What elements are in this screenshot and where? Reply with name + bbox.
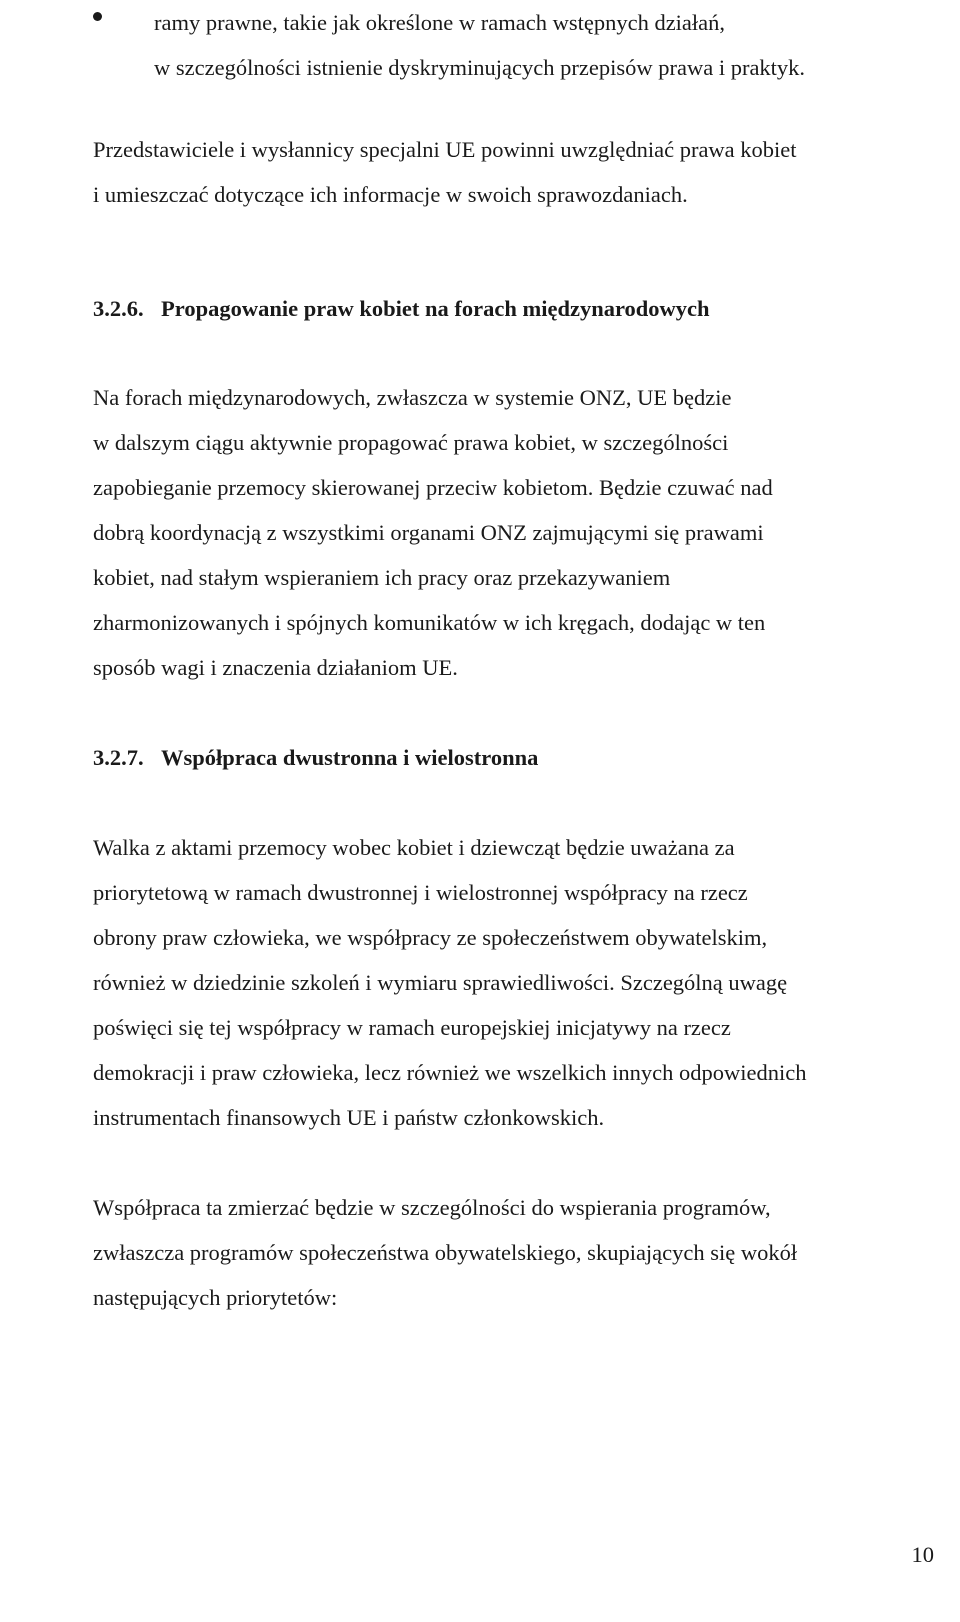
paragraph-line: w dalszym ciągu aktywnie propagować prawa kobiet, w szczególności (93, 430, 729, 455)
paragraph-line: priorytetową w ramach dwustronnej i wielostronnej współpracy na rzecz (93, 880, 748, 905)
paragraph-line: demokracji i praw człowieka, lecz również we wszelkich innych odpowiednich (93, 1060, 807, 1085)
paragraph-line: dobrą koordynacją z wszystkimi organami ONZ zajmującymi się prawami (93, 520, 764, 545)
section-number: 3.2.7. (93, 745, 144, 770)
bullet-line: ramy prawne, takie jak określone w ramach wstępnych działań, (154, 10, 726, 35)
paragraph-line: zharmonizowanych i spójnych komunikatów w ich kręgach, dodając w ten (93, 610, 766, 635)
paragraph-line: następujących priorytetów: (93, 1285, 338, 1310)
paragraph-representatives (93, 127, 933, 217)
section-heading-3-2-6 (93, 286, 710, 331)
paragraph-line: obrony praw człowieka, we współpracy ze społeczeństwem obywatelskim, (93, 925, 768, 950)
paragraph-line: Walka z aktami przemocy wobec kobiet i dziewcząt będzie uważana za (93, 835, 735, 860)
paragraph-line: Na forach międzynarodowych, zwłaszcza w systemie ONZ, UE będzie (93, 385, 732, 410)
section-number: 3.2.6. (93, 296, 144, 321)
paragraph-line: kobiet, nad stałym wspieraniem ich pracy oraz przekazywaniem (93, 565, 671, 590)
paragraph-line: instrumentach finansowych UE i państw członkowskich. (93, 1105, 605, 1130)
paragraph-line: Współpraca ta zmierzać będzie w szczególności do wspierania programów, (93, 1195, 771, 1220)
paragraph-line: zapobieganie przemocy skierowanej przeciw kobietom. Będzie czuwać nad (93, 475, 773, 500)
paragraph-cooperation-programmes (93, 1185, 933, 1320)
section-title: Współpraca dwustronna i wielostronna (161, 745, 539, 770)
paragraph-line: i umieszczać dotyczące ich informacje w swoich sprawozdaniach. (93, 182, 688, 207)
paragraph-line: poświęci się tej współpracy w ramach europejskiej inicjatywy na rzecz (93, 1015, 731, 1040)
paragraph-line: sposób wagi i znaczenia działaniom UE. (93, 655, 458, 680)
paragraph-line: Przedstawiciele i wysłannicy specjalni UE powinni uwzględniać prawa kobiet (93, 137, 797, 162)
bullet-dot-icon (93, 12, 102, 21)
bullet-text (154, 0, 954, 90)
bullet-line: w szczególności istnienie dyskryminujących przepisów prawa i praktyk. (154, 55, 806, 80)
page-number: 10 (911, 1542, 934, 1567)
paragraph-international-fora (93, 375, 933, 690)
paragraph-line: zwłaszcza programów społeczeństwa obywatelskiego, skupiających się wokół (93, 1240, 798, 1265)
section-title: Propagowanie praw kobiet na forach międzynarodowych (161, 296, 710, 321)
paragraph-violence-against-women (93, 825, 933, 1140)
section-heading-3-2-7 (93, 735, 538, 780)
paragraph-line: również w dziedzinie szkoleń i wymiaru sprawiedliwości. Szczególną uwagę (93, 970, 788, 995)
